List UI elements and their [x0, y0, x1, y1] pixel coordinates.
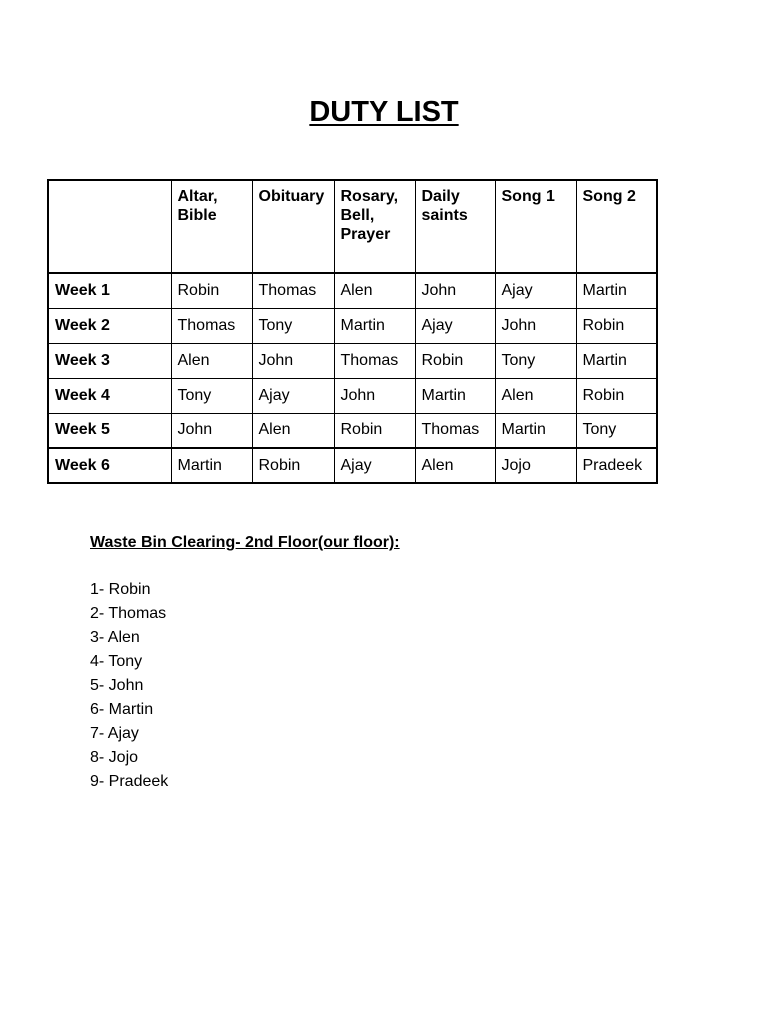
- page-title: DUTY LIST: [309, 96, 459, 128]
- table-row: [48, 343, 657, 378]
- table-cell: Alen: [171, 343, 252, 378]
- table-cell: Robin: [576, 308, 657, 343]
- table-cell: John: [171, 413, 252, 448]
- table-cell: Martin: [495, 413, 576, 448]
- table-cell: Ajay: [415, 308, 495, 343]
- table-cell: Ajay: [252, 378, 334, 413]
- list-item: 3- Alen: [90, 629, 140, 646]
- table-cell: John: [415, 273, 495, 308]
- table-cell: Thomas: [252, 273, 334, 308]
- list-item: 8- Jojo: [90, 749, 139, 766]
- table-cell: Tony: [171, 378, 252, 413]
- table-header-obituary: Obituary: [252, 180, 334, 273]
- table-header-corner: [48, 180, 171, 273]
- waste-bin-section: [90, 532, 400, 794]
- table-cell: Martin: [415, 378, 495, 413]
- list-item: 1- Robin: [90, 581, 151, 598]
- table-cell: Robin: [334, 413, 415, 448]
- table-cell: Martin: [576, 343, 657, 378]
- week-label: Week 6: [48, 448, 171, 483]
- list-item: 9- Pradeek: [90, 773, 169, 790]
- week-label: Week 3: [48, 343, 171, 378]
- table-cell: Thomas: [415, 413, 495, 448]
- table-header-song-2: Song 2: [576, 180, 657, 273]
- table-cell: Alen: [415, 448, 495, 483]
- week-label: Week 1: [48, 273, 171, 308]
- list-item: 2- Thomas: [90, 605, 167, 622]
- table-cell: Alen: [495, 378, 576, 413]
- table-cell: Robin: [415, 343, 495, 378]
- table-row: [48, 413, 657, 448]
- table-cell: Pradeek: [576, 448, 657, 483]
- table-cell: Alen: [252, 413, 334, 448]
- list-item: 7- Ajay: [90, 725, 139, 742]
- table-row: [48, 448, 657, 483]
- table-header-altar-bible: Altar, Bible: [171, 180, 252, 273]
- table-cell: Tony: [495, 343, 576, 378]
- table-row: [48, 308, 657, 343]
- table-cell: Robin: [576, 378, 657, 413]
- list-item: 6- Martin: [90, 701, 154, 718]
- table-cell: John: [495, 308, 576, 343]
- table-cell: Martin: [171, 448, 252, 483]
- table-cell: Thomas: [334, 343, 415, 378]
- table-cell: Tony: [252, 308, 334, 343]
- table-cell: Jojo: [495, 448, 576, 483]
- week-label: Week 4: [48, 378, 171, 413]
- table-cell: Robin: [252, 448, 334, 483]
- table-row: [48, 378, 657, 413]
- table-cell: John: [334, 378, 415, 413]
- table-cell: Alen: [334, 273, 415, 308]
- table-cell: Martin: [576, 273, 657, 308]
- list-item: 5- John: [90, 677, 144, 694]
- table-cell: Ajay: [334, 448, 415, 483]
- table-cell: Martin: [334, 308, 415, 343]
- table-cell: Robin: [171, 273, 252, 308]
- waste-bin-list: [90, 578, 400, 794]
- table-row: [48, 273, 657, 308]
- table-header-song-1: Song 1: [495, 180, 576, 273]
- duty-table: [47, 179, 658, 484]
- list-item: 4- Tony: [90, 653, 143, 670]
- table-cell: Thomas: [171, 308, 252, 343]
- week-label: Week 2: [48, 308, 171, 343]
- table-cell: Tony: [576, 413, 657, 448]
- table-header-rosary-bell-prayer: Rosary, Bell, Prayer: [334, 180, 415, 273]
- waste-bin-heading: Waste Bin Clearing- 2nd Floor(our floor):: [90, 534, 400, 551]
- table-header-daily-saints: Daily saints: [415, 180, 495, 273]
- table-header-row: [48, 180, 657, 273]
- table-cell: John: [252, 343, 334, 378]
- week-label: Week 5: [48, 413, 171, 448]
- table-cell: Ajay: [495, 273, 576, 308]
